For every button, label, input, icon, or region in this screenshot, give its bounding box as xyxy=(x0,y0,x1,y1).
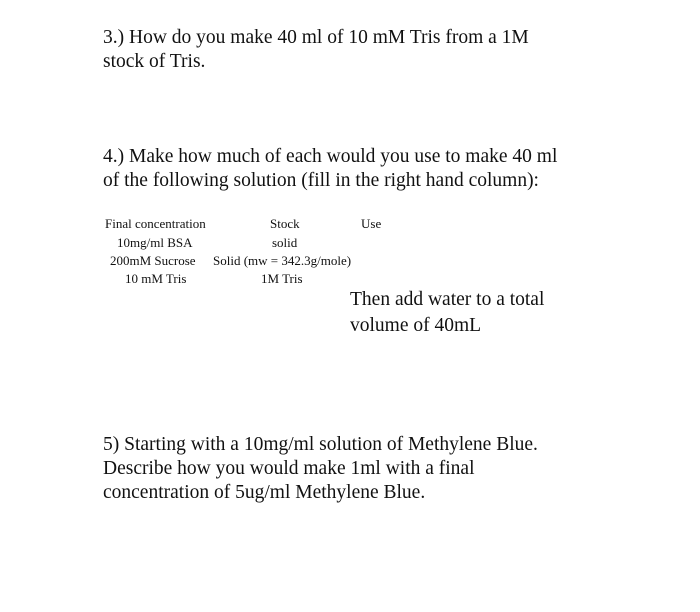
question-5-line-1: 5) Starting with a 10mg/ml solution of Methylene Blue. xyxy=(103,434,538,455)
question-4-line-2: of the following solution (fill in the right hand column): xyxy=(103,170,539,191)
row-tris-final: 10 mM Tris xyxy=(125,271,187,286)
row-tris-stock: 1M Tris xyxy=(261,271,303,286)
header-stock: Stock xyxy=(270,216,300,231)
question-4-line-1: 4.) Make how much of each would you use to make 40 ml xyxy=(103,146,558,167)
header-use: Use xyxy=(361,216,382,231)
row-sucrose-final: 200mM Sucrose xyxy=(110,253,196,268)
question-3-line-1: 3.) How do you make 40 ml of 10 mM Tris from a 1M xyxy=(103,27,529,48)
water-note-line-1: Then add water to a total xyxy=(350,289,545,310)
question-5-line-3: concentration of 5ug/ml Methylene Blue. xyxy=(103,482,426,503)
row-bsa-final: 10mg/ml BSA xyxy=(117,235,193,250)
row-sucrose-stock: Solid (mw = 342.3g/mole) xyxy=(213,253,352,268)
question-5-line-2: Describe how you would make 1ml with a final xyxy=(103,458,475,479)
water-note-line-2: volume of 40mL xyxy=(350,315,482,336)
question-3-line-2: stock of Tris. xyxy=(103,51,206,72)
header-final-concentration: Final concentration xyxy=(105,216,206,231)
row-bsa-stock: solid xyxy=(272,235,298,250)
